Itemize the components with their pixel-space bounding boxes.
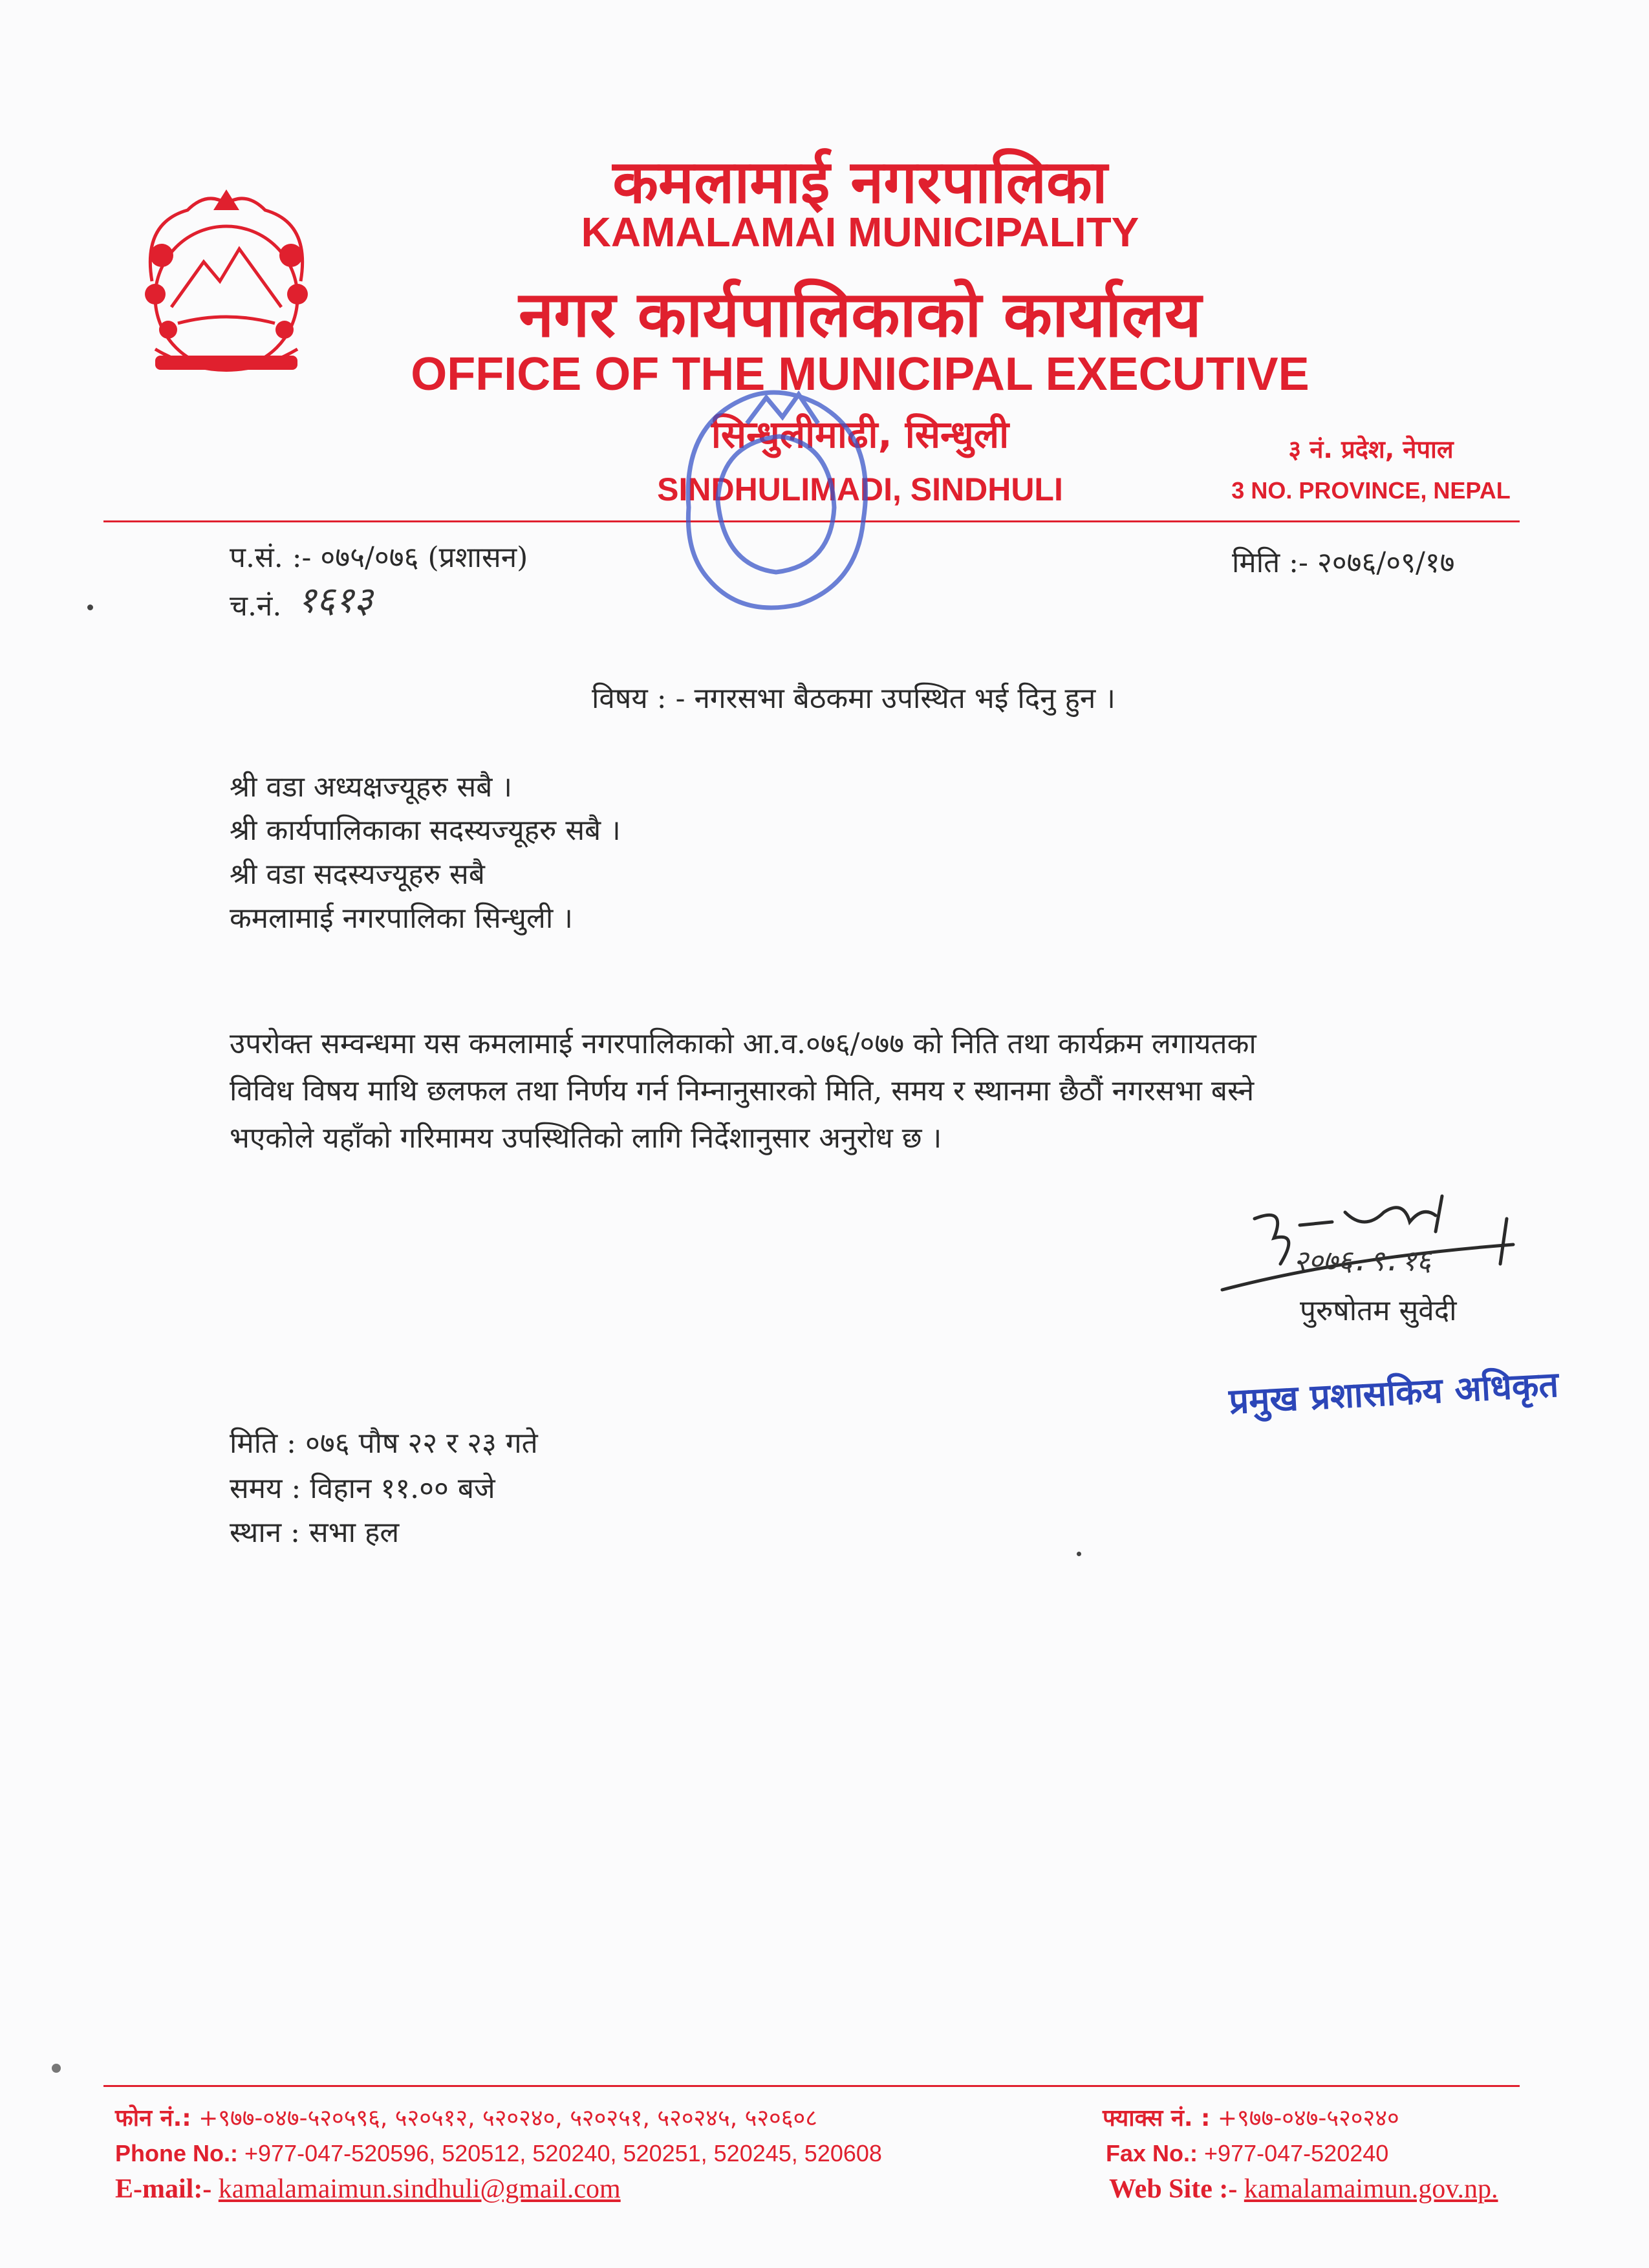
body-line: भएकोले यहाँको गरिमामय उपस्थितिको लागि निर्देशानुसार अनुरोध छ । bbox=[230, 1122, 942, 1155]
signatory-title-stamp: प्रमुख प्रशासकिय अधिकृत bbox=[1227, 1364, 1560, 1422]
signatory-name: पुरुषोतम सुवेदी bbox=[1300, 1294, 1457, 1327]
footer-fax-english bbox=[1106, 2140, 1388, 2167]
meeting-date: मिति : ०७६ पौष २२ र २३ गते bbox=[230, 1427, 538, 1460]
body-line: उपरोक्त सम्वन्धमा यस कमलामाई नगरपालिकाको आ.व.०७६/०७७ को निति तथा कार्यक्रम लगायतका bbox=[230, 1027, 1256, 1060]
province-nepali: ३ नं. प्रदेश, नेपाल bbox=[1288, 435, 1454, 464]
province-english: 3 NO. PROVINCE, NEPAL bbox=[1231, 477, 1511, 504]
dispatch-number-handwritten: १६१३ bbox=[297, 579, 373, 621]
footer-email bbox=[115, 2174, 621, 2205]
footer-fax-nepali-value: +९७७-०४७-५२०२४० bbox=[1217, 2105, 1399, 2132]
scan-speck bbox=[87, 604, 93, 610]
meeting-venue: स्थान : सभा हल bbox=[230, 1516, 400, 1549]
body-line: विविध विषय माथि छलफल तथा निर्णय गर्न निम्नानुसारको मिति, समय र स्थानमा छैठौं नगरसभा बस्ने bbox=[230, 1075, 1255, 1107]
municipality-name-english: KAMALAMAI MUNICIPALITY bbox=[581, 209, 1139, 255]
letter-subject: विषय : - नगरसभा बैठकमा उपस्थित भई दिनु हुन । bbox=[592, 682, 1116, 715]
footer-website-link[interactable]: kamalamaimun.gov.np. bbox=[1244, 2174, 1498, 2204]
reference-number: प.सं. :- ०७५/०७६ (प्रशासन) bbox=[230, 541, 528, 574]
recipient-line: श्री वडा सदस्यज्यूहरु सबै bbox=[230, 858, 485, 891]
footer-fax-nepali bbox=[1103, 2101, 1399, 2133]
office-name-nepali: नगर कार्यपालिकाको कार्यालय bbox=[519, 278, 1202, 352]
recipient-line: श्री वडा अध्यक्षज्यूहरु सबै । bbox=[230, 771, 513, 804]
recipient-line: कमलामाई नगरपालिका सिन्धुली । bbox=[230, 902, 573, 935]
footer-website-label: Web Site :- bbox=[1109, 2174, 1238, 2204]
dispatch-label: च.नं. bbox=[230, 590, 282, 623]
place-english: SINDHULIMADI, SINDHULI bbox=[657, 471, 1063, 508]
footer-phone-nepali-label: फोन नं.: bbox=[115, 2105, 191, 2132]
footer-fax-english-label: Fax No.: bbox=[1106, 2140, 1198, 2166]
footer-email-link[interactable]: kamalamaimun.sindhuli@gmail.com bbox=[218, 2174, 621, 2204]
letter-date: मिति :- २०७६/०९/१७ bbox=[1232, 546, 1455, 579]
footer-phone-english bbox=[115, 2140, 882, 2167]
nepal-emblem-logo bbox=[116, 184, 336, 398]
footer-phone-nepali-value: +९७७-०४७-५२०५९६, ५२०५१२, ५२०२४०, ५२०२५१, ५२०२४५, ५२०६०८ bbox=[199, 2105, 817, 2132]
office-name-english: OFFICE OF THE MUNICIPAL EXECUTIVE bbox=[411, 348, 1310, 400]
footer-fax-english-value: +977-047-520240 bbox=[1204, 2140, 1389, 2166]
footer-phone-english-value: +977-047-520596, 520512, 520240, 520251, 520245, 520608 bbox=[244, 2140, 882, 2166]
meeting-time: समय : विहान ११.०० बजे bbox=[230, 1472, 495, 1505]
recipient-line: श्री कार्यपालिकाका सदस्यज्यूहरु सबै । bbox=[230, 814, 621, 847]
place-nepali: सिन्धुलीमाढी, सिन्धुली bbox=[711, 412, 1009, 456]
footer-divider bbox=[103, 2085, 1520, 2087]
footer-fax-nepali-label: फ्याक्स नं. : bbox=[1103, 2105, 1211, 2132]
signature-date-handwritten: २०७६.९.१६ bbox=[1293, 1245, 1432, 1278]
municipality-name-nepali: कमलामाई नगरपालिका bbox=[612, 147, 1108, 217]
scan-speck bbox=[52, 2064, 61, 2073]
footer-phone-english-label: Phone No.: bbox=[115, 2140, 238, 2166]
footer-email-label: E-mail:- bbox=[115, 2174, 212, 2204]
footer-phone-nepali bbox=[115, 2101, 817, 2133]
footer-website bbox=[1109, 2174, 1498, 2205]
office-seal-stamp bbox=[669, 372, 883, 630]
scan-speck bbox=[1077, 1552, 1081, 1556]
